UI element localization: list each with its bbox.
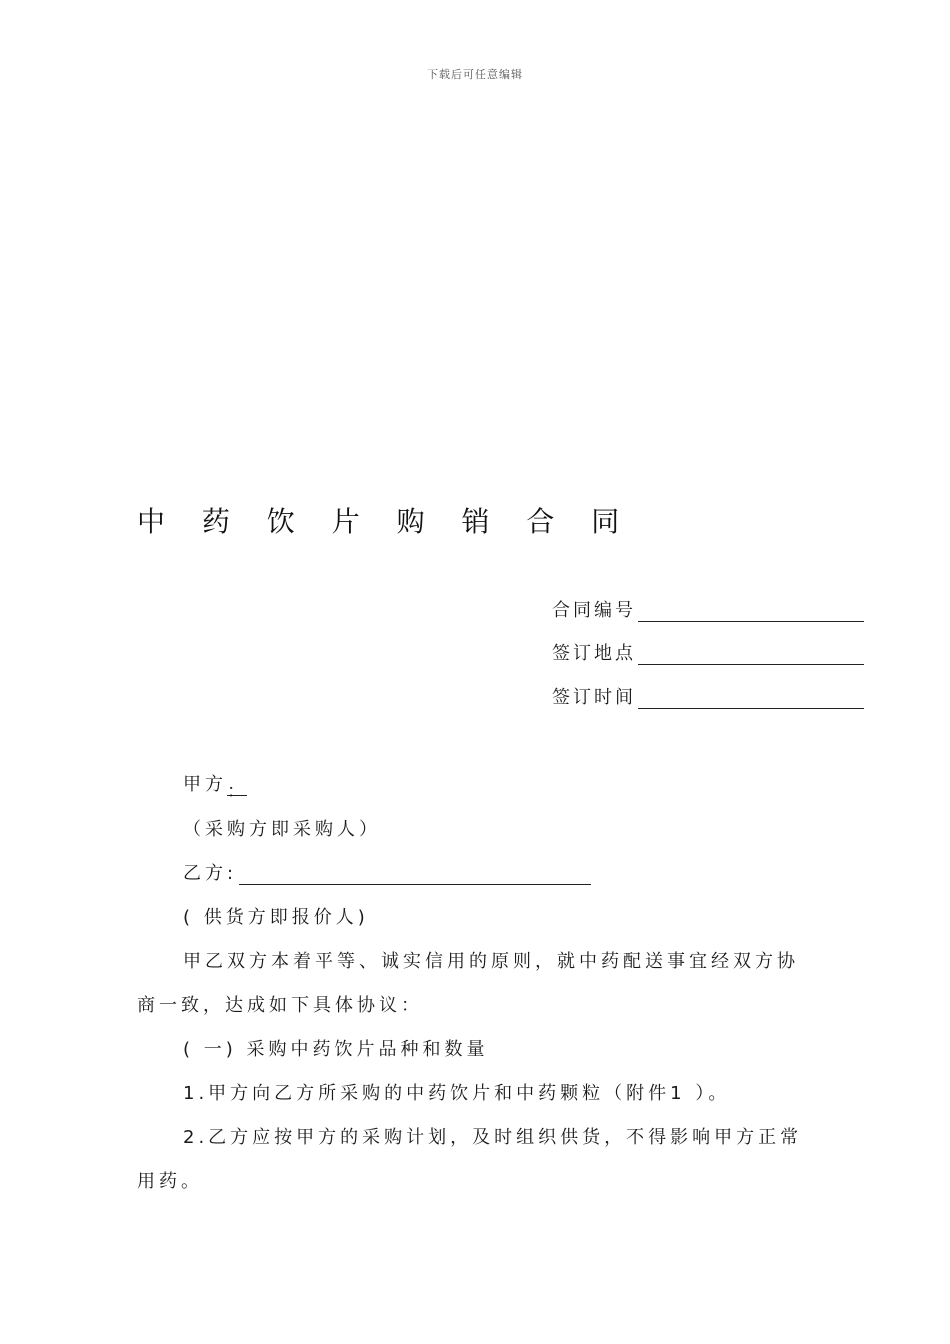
party-b-label: 乙方:	[183, 863, 238, 884]
signing-place-blank	[638, 646, 864, 665]
signing-time-label: 签订时间	[552, 687, 636, 708]
party-b-blank	[239, 866, 591, 885]
section-1-item-2-line-2: 用药。	[137, 1171, 203, 1192]
party-a-row	[183, 770, 249, 802]
download-note: 下载后可任意编辑	[427, 68, 523, 81]
party-a-blank	[227, 777, 249, 802]
signing-place-label: 签订地点	[552, 643, 636, 664]
party-a-label: 甲方	[183, 774, 227, 795]
contract-number-row	[552, 596, 864, 622]
signing-time-row	[552, 683, 864, 709]
intro-line-1: 甲乙双方本着平等、诚实信用的原则，就中药配送事宜经双方协	[183, 951, 799, 972]
section-1-item-2-line-1: 2.乙方应按甲方的采购计划，及时组织供货，不得影响甲方正常	[183, 1127, 803, 1148]
party-a-role: （采购方即采购人）	[183, 819, 381, 840]
document-title: 中 药 饮 片 购 销 合 同	[137, 505, 634, 538]
intro-line-2: 商一致，达成如下具体协议：	[137, 995, 423, 1016]
section-1-item-1: 1.甲方向乙方所采购的中药饮片和中药颗粒（附件1 ）。	[183, 1083, 731, 1104]
signing-place-row	[552, 639, 864, 665]
contract-number-blank	[638, 603, 864, 622]
party-b-row	[183, 859, 591, 885]
party-b-role: ( 供货方即报价人)	[183, 907, 369, 928]
section-1-heading: ( 一) 采购中药饮片品种和数量	[183, 1039, 489, 1060]
party-a-colon: ：	[227, 781, 249, 802]
signing-time-blank	[638, 690, 864, 709]
contract-number-label: 合同编号	[552, 600, 636, 621]
